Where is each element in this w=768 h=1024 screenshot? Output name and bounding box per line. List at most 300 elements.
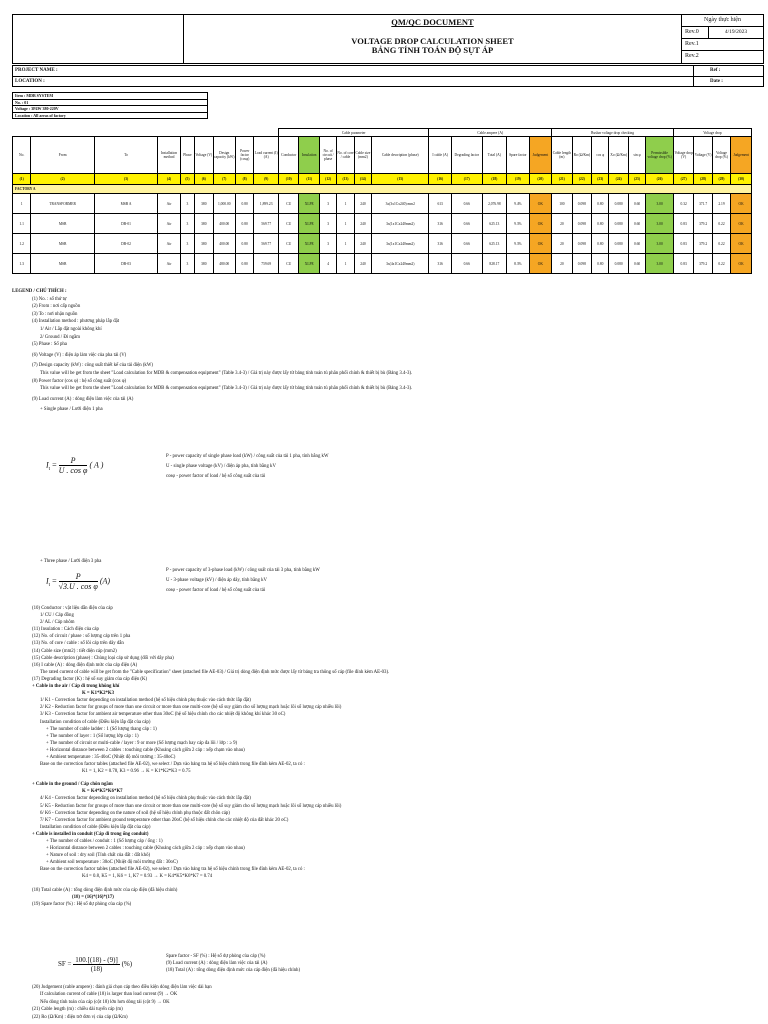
formula1-fraction — [59, 456, 88, 475]
logo-area — [13, 15, 184, 63]
table-cell: 20 — [552, 214, 572, 234]
table-row — [13, 194, 752, 214]
formula1-lhs: I — [46, 460, 49, 470]
legend-line: + The number of cable ladder : 1 (Số lượng thang cáp : 1) — [46, 726, 157, 732]
table-cell: 0.60 — [628, 254, 645, 274]
column-header: No. — [13, 137, 31, 174]
legend-line: (1) No. : số thứ tự — [32, 296, 67, 302]
legend-line: (21) Cable length (m) : chiều dài tuyến cáp (m) — [32, 1007, 123, 1013]
column-header: Spare factor — [507, 137, 530, 174]
document-header — [12, 14, 764, 64]
legend-line: + The number of layer : 1 (Số lượng lớp cáp : 1) — [46, 733, 139, 739]
table-cell: 0.60 — [628, 234, 645, 254]
legend-line: + Ambient soil temperature : 30oC (Nhiệt độ môi trường đất : 30oC) — [46, 860, 178, 866]
legend-line: (6) Voltage (V) : điện áp làm việc của pha tải (V) — [32, 352, 127, 358]
column-header: No. of circuit / phase — [319, 137, 336, 174]
table-cell: 0.22 — [712, 214, 730, 234]
legend-line: K4 = 0.8, K5 = 1, K6 = 1, K7 = 0.93 → K = K4*K5*K6*K7 = 0.74 — [82, 874, 213, 880]
table-cell: 9.3% — [507, 214, 530, 234]
column-number: (5) — [180, 174, 194, 185]
table-cell: 240 — [354, 194, 371, 214]
column-header: Insulation — [299, 137, 319, 174]
column-header: Ro (Ω/Km) — [572, 137, 591, 174]
column-number: (21) — [552, 174, 572, 185]
table-cell: 3 — [319, 194, 336, 214]
column-number: (17) — [451, 174, 482, 185]
legend-title: LEGEND / CHÚ THÍCH : — [12, 289, 67, 294]
formula1-sub: t — [48, 466, 51, 472]
table-cell: Air — [158, 254, 181, 274]
column-number: (20) — [529, 174, 552, 185]
column-number: (26) — [646, 174, 674, 185]
table-cell: 3 — [180, 254, 194, 274]
legend-line: Base on the correction factor tables (attached file AE-02), we select / Dựa vào bảng tra hệ số hiệu chỉnh trong file đính kèm AE-02, ta có : — [40, 762, 305, 768]
legend-line: + Cable in the air / Cáp đi trong không khí — [32, 684, 120, 690]
table-cell: 400.00 — [213, 214, 236, 234]
column-header: Total (A) — [482, 137, 507, 174]
table-cell: 0.66 — [451, 254, 482, 274]
table-cell: 0.22 — [712, 234, 730, 254]
table-cell: CU — [279, 214, 299, 234]
column-number: (23) — [592, 174, 609, 185]
table-cell: 240 — [354, 214, 371, 234]
legend-line: Installation condition of cable (Điều kiện lắp đặt của cáp) — [40, 719, 151, 725]
note-line: cosφ - power factor of load / hệ số công suất của tải — [166, 588, 266, 593]
group-header-row — [13, 129, 752, 137]
table-cell: 1,899.23 — [254, 194, 279, 214]
table-cell: XLPE — [299, 234, 319, 254]
table-cell: XLPE — [299, 254, 319, 274]
column-header: cos φ — [592, 137, 609, 174]
item-info — [12, 92, 208, 119]
legend-line: (14) Cable size (mm2) : tiết diện cáp (mm2) — [32, 648, 117, 654]
table-cell: 0.66 — [451, 234, 482, 254]
table-cell: 3 — [319, 214, 336, 234]
table-cell: 3 — [180, 194, 194, 214]
table-cell: CU — [279, 254, 299, 274]
legend-line: K1 = 1, K2 = 0.78, K3 = 0.96 → K = K1*K2*K3 = 0.75 — [82, 769, 191, 775]
rev-1: Rev.1 — [682, 39, 763, 51]
table-cell: 240 — [354, 234, 371, 254]
table-cell: 0.80 — [236, 254, 254, 274]
table-cell: 0.83 — [673, 214, 693, 234]
table-cell: 0.80 — [236, 214, 254, 234]
table-cell: 20 — [552, 234, 572, 254]
table-cell: 0.098 — [572, 214, 591, 234]
note-line: U - single phase voltage (kV) / điện áp pha, tính bằng kV — [166, 464, 276, 469]
table-cell: CU — [279, 194, 299, 214]
table-cell: 0.66 — [451, 214, 482, 234]
table-cell: MSB A — [94, 194, 157, 214]
table-cell: 0.60 — [628, 214, 645, 234]
table-cell: 3 — [319, 234, 336, 254]
three-phase-notes — [166, 566, 320, 596]
column-number: (3) — [94, 174, 157, 185]
project-label: PROJECT NAME : — [15, 68, 58, 73]
legend-middle — [12, 605, 757, 908]
column-number: (8) — [236, 174, 254, 185]
table-cell: 0.080 — [609, 214, 628, 234]
no-line: No. : 01 — [13, 100, 207, 107]
table-cell: OK — [731, 234, 752, 254]
group-cable-parameter: Cable parameter — [279, 129, 429, 137]
table-cell: DB-02 — [94, 234, 157, 254]
column-number: (7) — [213, 174, 236, 185]
legend-line: + The number of cables / conduit : 1 (Số lượng cáp / ống : 1) — [46, 839, 163, 844]
table-cell: 240 — [354, 254, 371, 274]
table-cell: 3.00 — [646, 234, 674, 254]
table-cell: DB-03 — [94, 254, 157, 274]
table-cell: 0.098 — [572, 254, 591, 274]
revision-block — [682, 15, 763, 63]
table-cell: 20 — [552, 254, 572, 274]
three-phase-formula: $I_t$ = $\frac{P}{\text{√3.U . cos φ}}$ (A) — [46, 572, 111, 591]
legend-line: + Ambient temperature : 35-40oC (Nhiệt độ môi trường : 35-40oC) — [46, 754, 176, 760]
legend-line: 2/ K2 - Reduction factor for groups of more than one circuit or more than one multi-core (hệ số suy giảm cho số lượng mạch hoặc lõi số lượng cáp nhiều lõi) — [40, 705, 342, 711]
column-header: Design capacity (kW) — [213, 137, 236, 174]
table-cell: 3x(1x1Cx240mm2) — [372, 234, 429, 254]
table-cell: 100 — [552, 194, 572, 214]
table-cell: XLPE — [299, 194, 319, 214]
legend-line: (3) To : nơi nhận nguồn — [32, 311, 78, 317]
column-number: (13) — [337, 174, 354, 185]
legend-line: + Single phase / Lưới điện 1 pha — [40, 407, 103, 413]
table-cell: 0.80 — [592, 234, 609, 254]
legend-line: (22) Ro (Ω/Km) : điện trở đơn vị của cáp (Ω/Km) — [32, 1014, 128, 1020]
item-line: Item : MDB SYSTEM — [13, 93, 207, 100]
table-cell: 380 — [195, 194, 213, 214]
table-row — [13, 234, 752, 254]
table-cell: 0.098 — [572, 194, 591, 214]
table-cell: Air — [158, 214, 181, 234]
legend-line: 2/ Ground / Đi ngầm — [40, 334, 80, 340]
legend-line: (2) From : nơi cấp nguồn — [32, 304, 81, 310]
table-cell: MSB — [31, 214, 94, 234]
table-cell: 380 — [195, 254, 213, 274]
table-row — [13, 254, 752, 274]
table-cell: 3 — [180, 214, 194, 234]
table-cell: 0.80 — [592, 214, 609, 234]
formula3-unit: (%) — [121, 960, 133, 969]
column-number: (30) — [731, 174, 752, 185]
table-cell: Air — [158, 194, 181, 214]
table-cell: 316 — [429, 214, 452, 234]
location-row — [13, 77, 763, 87]
legend-line: (15) Cable description (phase) : Chủng loại cáp sử dụng (đối với dây pha) — [32, 655, 174, 661]
column-header: sin φ — [628, 137, 645, 174]
legend-line: (16) I cable (A) : dòng điện định mức của cáp điện (A) — [32, 662, 138, 668]
table-cell: 0.080 — [609, 254, 628, 274]
legend-line: 1/ CU / Cáp đồng — [40, 613, 74, 619]
title-en: VOLTAGE DROP CALCULATION SHEET — [351, 36, 514, 46]
column-number: (22) — [572, 174, 591, 185]
table-cell: 1 — [337, 214, 354, 234]
legend-line: (19) Spare factor (%) : Hệ số dự phòng của cáp (%) — [32, 901, 132, 907]
formula2-sub: t — [48, 582, 51, 588]
table-cell: 3x(3x1Cx240) mm2 — [372, 194, 429, 214]
table-cell: 9.3% — [507, 234, 530, 254]
legend-line: If calculation current of cable (18) is larger than load current (9) → OK — [40, 992, 178, 998]
table-cell: 3.00 — [646, 214, 674, 234]
column-number: (1) — [13, 174, 31, 185]
title-block — [184, 15, 682, 63]
table-cell: 569.77 — [254, 234, 279, 254]
column-number: (4) — [158, 174, 181, 185]
table-cell: 0.080 — [609, 234, 628, 254]
legend-line: (9) Load current (A) : dòng điện làm việc của tải (A) — [32, 396, 134, 402]
table-cell: 1 — [337, 234, 354, 254]
note-line: (18) Total (A) : tổng dòng điện định mức của cáp điện (đã hiệu chỉnh) — [166, 968, 301, 973]
column-header: Load current (I) (A) — [254, 137, 279, 174]
legend-line: 1/ K1 - Correction factor depending on installation method (hệ số hiệu chỉnh phụ thuộc vào cách thức lắp đặt) — [40, 698, 251, 704]
table-cell: 0.83 — [673, 254, 693, 274]
table-cell: 379.2 — [694, 254, 712, 274]
date-label: Ngày thực hiện — [682, 15, 763, 27]
note-line: U - 3-phase voltage (kV) / điện áp dây, tính bằng kV — [166, 578, 267, 583]
column-number: (2) — [31, 174, 94, 185]
column-header: Judgement — [731, 137, 752, 174]
column-header: Power factor (cosφ) — [236, 137, 254, 174]
table-cell: 0.080 — [609, 194, 628, 214]
section-row — [13, 185, 752, 194]
legend-line: (20) Judgement (cable ampere) : đánh giá chọn cáp theo điều kiện dòng điện làm việc dài hạn — [32, 985, 212, 990]
column-header: Permissible voltage drop (%) — [646, 137, 674, 174]
column-header: Cable length (m) — [552, 137, 572, 174]
column-header: I cable (A) — [429, 137, 452, 174]
formula2-lhs: I — [46, 576, 49, 586]
group-busbar: Busbar voltage drop checking — [552, 129, 674, 137]
legend-line: 7/ K7 - Correction factor for ambient ground temperature other than 20oC (hệ số hiệu chỉnh cho các nhiệt độ của đất khác 20 oC) — [40, 817, 289, 823]
column-header: Installation method — [158, 137, 181, 174]
title-vn: BẢNG TÍNH TOÁN ĐỘ SỤT ÁP — [371, 45, 494, 55]
table-cell: 625.13 — [482, 234, 507, 254]
note-line: Spare factor - SF (%) : Hệ số dự phòng của cáp (%) — [166, 954, 266, 959]
group-voltage-drop: Voltage drop — [673, 129, 751, 137]
table-cell: 1 — [337, 194, 354, 214]
legend-line: Base on the correction factor tables (attached file AE-02), we select / Dựa vào bảng tra hệ số hiệu chỉnh trong file đính kèm AE-02, ta có : — [40, 867, 305, 873]
table-cell: OK — [731, 214, 752, 234]
legend-line: (11) Insulation : Cách điện của cáp — [32, 627, 99, 633]
table-cell: 1.1 — [13, 214, 31, 234]
table-cell: 4 — [319, 254, 336, 274]
formula3-fraction — [73, 956, 120, 973]
table-cell: OK — [731, 254, 752, 274]
column-number: (25) — [628, 174, 645, 185]
column-header: Voltage drop (%) — [712, 137, 730, 174]
rev-2: Rev.2 — [685, 53, 699, 59]
table-cell: 316 — [429, 234, 452, 254]
column-number-row — [13, 174, 752, 185]
table-cell: 0.80 — [236, 194, 254, 214]
formula1-den: U . cos φ — [58, 466, 88, 475]
single-phase-formula: $I_t$ = $\frac{P}{\text{U . cos φ}}$ ( A ) — [46, 456, 104, 475]
column-number: (16) — [429, 174, 452, 185]
column-number: (27) — [673, 174, 693, 185]
table-cell: 380 — [195, 214, 213, 234]
legend-line: + Horizontal distance between 2 cables : touching cable (Khoảng cách giữa 2 cáp : xếp chạm vào nhau) — [46, 747, 245, 753]
column-number: (24) — [609, 174, 628, 185]
table-cell: 3.00 — [646, 254, 674, 274]
legend-line: + Nature of soil : dry soil (Tính chất của đất : đất khô) — [46, 853, 151, 859]
table-cell: 1.2 — [13, 234, 31, 254]
table-row — [13, 214, 752, 234]
column-number: (28) — [694, 174, 712, 185]
legend-line: Installation condition of cable (Điều kiện lắp đặt của cáp) — [40, 824, 151, 830]
legend-line: + Cable is installed in conduit (Cáp đi trong ống conduit) — [32, 831, 149, 837]
column-header: Cable size (mm2) — [354, 137, 371, 174]
table-cell: 625.13 — [482, 214, 507, 234]
formula1-unit: ( A ) — [89, 460, 104, 470]
table-cell: MSB — [31, 254, 94, 274]
legend-line: 5/ K5 - Reduction factor for groups of more than one circuit or more than one multi-core (hệ số suy giảm cho số lượng mạch hoặc lõi số lượng cáp nhiều lõi) — [40, 803, 342, 809]
legend-line: (18) Total cable (A) : tổng dòng điện định mức của cáp điện (đã hiệu chỉnh) — [32, 887, 178, 893]
table-cell: 8.3% — [507, 254, 530, 274]
column-header: No. of core / cable — [337, 137, 354, 174]
table-cell: 379.2 — [694, 214, 712, 234]
legend-line: 1/ Air / Lắp đặt ngoài không khí — [40, 326, 102, 332]
column-number: (29) — [712, 174, 730, 185]
table-cell: 2,076.98 — [482, 194, 507, 214]
table-cell: 0.098 — [572, 234, 591, 254]
table-cell: 569.77 — [254, 214, 279, 234]
column-header: Voltage (V) — [195, 137, 213, 174]
rev-0: Rev.0 — [682, 27, 763, 39]
table-cell: OK — [731, 194, 752, 214]
legend-line: (7) Design capacity (kW) : công suất thiết kế của tải điện (kW) — [32, 363, 153, 369]
column-header: Xo (Ω/Km) — [609, 137, 628, 174]
table-cell: 3.00 — [646, 194, 674, 214]
note-line: P - power capacity of single phase load (kW) / công suất của tải 1 pha, tính bằng kW — [166, 454, 329, 459]
note-line: (9) Load current (A) : dòng điện làm việc của tải (A) — [166, 961, 268, 966]
date-field-label: Date : — [693, 77, 763, 87]
table-cell: 613 — [429, 194, 452, 214]
project-row — [13, 66, 763, 77]
spare-factor-formula — [58, 956, 132, 973]
location-line: Location : All areas of factory — [15, 112, 66, 118]
table-cell: Air — [158, 234, 181, 254]
table-cell: MSB — [31, 234, 94, 254]
rev0-date: 4/19/2023 — [708, 27, 763, 38]
table-cell: 0.60 — [628, 194, 645, 214]
formula1-num: P — [70, 456, 76, 465]
legend-line: 3/ K3 - Correction factor for ambient air temperature other than 30oC (hệ số hiệu chỉnh cho các nhiệt độ không khí khác 30 oC) — [40, 712, 286, 718]
group-cable-ampere: Cable ampere (A) — [429, 129, 552, 137]
table-cell: 380 — [195, 234, 213, 254]
column-header: Degrading factor — [451, 137, 482, 174]
legend-line: This value will be get from the sheet "Load calculation for MDB & compensation equipment" (Table 3.4-3) / Giá trị này được lấy từ bảng tính toán tủ phân phối chính & thiết bị bù (Bảng 3.4-3). — [40, 386, 413, 392]
legend-line: K = K1*K2*K3 — [82, 691, 115, 697]
single-phase-notes — [166, 452, 328, 482]
table-cell: 828.17 — [482, 254, 507, 274]
table-cell: TRANSFORMER — [31, 194, 94, 214]
legend-line: Nếu dòng tính toán của cáp (cột 18) lớn hơn dòng tải (cột 9) → OK — [40, 999, 170, 1005]
table-cell: 3x(4x1Cx240mm2) — [372, 254, 429, 274]
table-cell: 1,000.00 — [213, 194, 236, 214]
legend — [12, 288, 757, 414]
table-cell: 0.66 — [451, 194, 482, 214]
formula3-den: (18) — [90, 965, 103, 973]
table-cell: OK — [529, 234, 552, 254]
table-cell: 371.7 — [694, 194, 712, 214]
legend-line: 6/ K6 - Correction factor depending on the nature of soil (hệ số hiệu chỉnh phụ thuộc đất chôn cáp) — [40, 810, 230, 816]
column-number: (12) — [319, 174, 336, 185]
legend-line: (13) No. of core / cable : số lõi cáp trên dây dẫn — [32, 641, 124, 647]
table-cell: 379.2 — [694, 234, 712, 254]
project-block — [12, 65, 764, 87]
ref-label: Ref : — [693, 66, 763, 76]
table-cell: 0.22 — [712, 254, 730, 274]
formula2-unit: (A) — [99, 576, 111, 586]
voltage-line: Voltage : 3P4W 380-220V — [13, 106, 207, 113]
column-number: (9) — [254, 174, 279, 185]
legend-line: This value will be get from the sheet "Load calculation for MDB & compensation equipment" (Table 3.4-3) / Giá trị này được lấy từ bảng tính toán tủ phân phối chính & thiết bị bù (Bảng 3.4-3). — [40, 370, 413, 376]
column-header: Conductor — [279, 137, 299, 174]
column-header: Judgement — [529, 137, 552, 174]
legend-line: + Cable in the ground / Cáp chôn ngầm — [32, 782, 113, 788]
column-header: From — [31, 137, 94, 174]
table-cell: 316 — [429, 254, 452, 274]
column-header: Phase — [180, 137, 194, 174]
table-cell: XLPE — [299, 214, 319, 234]
column-header: Voltage (V) — [694, 137, 712, 174]
column-header: Cable description (phase) — [372, 137, 429, 174]
table-cell: DB-01 — [94, 214, 157, 234]
column-header: To — [94, 137, 157, 174]
location-label: LOCATION : — [15, 79, 45, 84]
legend-line: (10) Conductor : vật liệu dẫn điện của cáp — [32, 606, 113, 611]
column-number: (18) — [482, 174, 507, 185]
legend-line: (8) Power factor (cos φ) : hệ số công suất (cos φ) — [32, 378, 127, 384]
formula2-fraction — [59, 572, 98, 591]
legend-line: (12) No. of circuit / phase : số lượng cáp trên 1 pha — [32, 634, 131, 640]
voltage-drop-table — [12, 128, 752, 274]
table-cell: 1.3 — [13, 254, 31, 274]
legend-line: (5) Phase : Số pha — [32, 342, 67, 348]
formula2-den: √3.U . cos φ — [58, 582, 98, 591]
table-cell: 1 — [13, 194, 31, 214]
doc-type: QM/QC DOCUMENT — [391, 17, 474, 27]
table-cell: 2.19 — [712, 194, 730, 214]
table-cell: 0.80 — [236, 234, 254, 254]
table-cell: 400.00 — [213, 234, 236, 254]
table-cell: OK — [529, 254, 552, 274]
table-cell: OK — [529, 194, 552, 214]
column-number: (10) — [279, 174, 299, 185]
three-phase-title: + Three phase / Lưới điện 3 pha — [40, 559, 102, 564]
table-cell: 9.4% — [507, 194, 530, 214]
column-number: (19) — [507, 174, 530, 185]
column-number: (14) — [354, 174, 371, 185]
table-cell: 3 — [180, 234, 194, 254]
table-cell: 0.32 — [673, 194, 693, 214]
table-cell: 480.00 — [213, 254, 236, 274]
table-cell: 0.83 — [673, 234, 693, 254]
formula3-num: 100.[(18) - (9)] — [75, 956, 118, 964]
formula3-lhs: SF = — [58, 960, 72, 969]
legend-line: K = K4*K5*K6*K7 — [82, 789, 123, 795]
legend-line: 2/ AL / Cáp nhôm — [40, 620, 75, 626]
note-line: P - power capacity of 3-phase load (kW) / công suất của tải 3 pha, tính bằng kW — [166, 568, 320, 573]
spare-notes — [166, 953, 300, 974]
legend-line: (17) Degrading factor (K) : hệ số suy giảm của cáp điện (K) — [32, 676, 148, 682]
note-line: cosφ - power factor of load / hệ số công suất của tải — [166, 474, 266, 479]
column-number: (6) — [195, 174, 213, 185]
legend-line: (18) = (16)*(16)*(17) — [72, 894, 114, 900]
section-label: FACTORY A — [13, 185, 752, 194]
legend-line: + The number of circuit or multi-cable / layer : 9 or more (Số lượng mạch hay cáp đa lõi / lớp : ≥ 9) — [46, 740, 238, 746]
legend-line: 4/ K4 - Correction factor depending on installation method (hệ số hiệu chỉnh phụ thuộc vào cách thức lắp đặt) — [40, 796, 251, 802]
legend-line: The rated current of cable will be get from the "Cable specification" sheet (attached file AE-03) / Giá trị dòng điện định mức được lấy từ bảng tra thông số cáp (file đính kèm AE-03). — [40, 669, 390, 675]
